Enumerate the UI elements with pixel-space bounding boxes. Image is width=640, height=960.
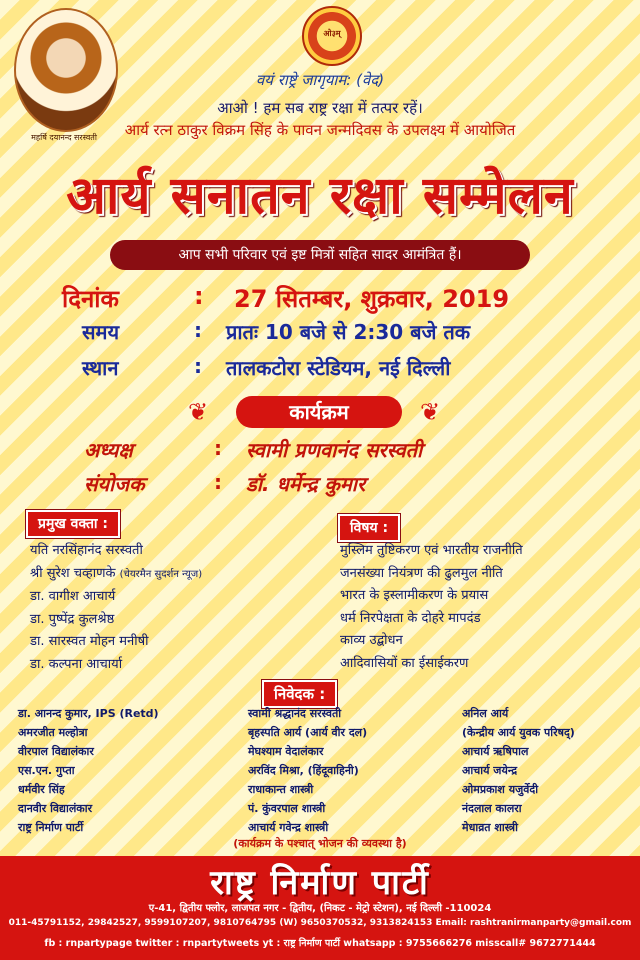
list-item: एस.एन. गुप्ता: [18, 764, 75, 777]
venue-colon: :: [194, 354, 202, 378]
motto: वयं राष्ट्रे जागृयाम: (वेद): [255, 71, 385, 89]
list-item: मुस्लिम तुष्टिकरण एवं भारतीय राजनीति: [340, 543, 523, 558]
social-links: fb : rnpartypage twitter : rnpartytweets yt : राष्ट्र निर्माण पार्टी whatsapp : 9755666276 misscall# 9672771444: [44, 938, 596, 949]
event-venue: तालकटोरा स्टेडियम, नई दिल्ली: [226, 356, 451, 380]
list-item: डा. कल्पना आचार्या: [30, 656, 123, 672]
list-item: आचार्य ऋषिपाल: [462, 745, 529, 758]
organisers-column-3: [462, 704, 575, 837]
date-label: दिनांक: [62, 285, 119, 313]
speakers-list: [30, 540, 202, 676]
list-item: [30, 563, 202, 587]
address: ए-41, द्वितीय फ्लोर, लाजपत नगर - द्वितीय, (निकट - मेट्रो स्टेशन), नई दिल्ली -110024: [148, 903, 492, 914]
list-item: अरविंद मिश्रा, (हिंदूवाहिनी): [248, 764, 359, 777]
list-item: डा. पुष्पेंद्र कुलश्रेष्ठ: [30, 611, 115, 627]
list-item: आदिवासियों का ईसाईकरण: [340, 655, 469, 671]
venue-label: स्थान: [82, 356, 119, 380]
list-item: (केन्द्रीय आर्य युवक परिषद्): [462, 726, 575, 739]
program-badge: कार्यक्रम: [236, 396, 402, 428]
speaker-note: (चेयरमैन सुदर्शन न्यूज): [119, 568, 203, 580]
time-label: समय: [82, 320, 120, 344]
contact-phones: 011-45791152, 29842527, 9599107207, 9810764795 (W) 9650370532, 9313824153 Email: rashtranirmanparty@gmail.com: [8, 918, 632, 928]
topics-list: [340, 540, 523, 675]
list-item: धर्मवीर सिंह: [18, 783, 65, 796]
list-item: जनसंख्या नियंत्रण की ढुलमुल नीति: [340, 565, 503, 581]
chair-label: अध्यक्ष: [84, 438, 133, 462]
occasion-line: आर्य रत्न ठाकुर विक्रम सिंह के पावन जन्मदिवस के उपलक्ष्य में आयोजित: [124, 121, 516, 139]
convener-label: संयोजक: [84, 472, 145, 496]
convener-colon: :: [214, 470, 222, 494]
convener-name: डॉ. धर्मेन्द्र कुमार: [246, 472, 366, 496]
list-item: दानवीर विद्यालंकार: [18, 802, 93, 815]
organisers-column-2: [248, 704, 367, 837]
list-item: आचार्य जयेन्द्र: [462, 764, 518, 777]
date-colon: :: [194, 282, 204, 310]
invitation-banner: आप सभी परिवार एवं इष्ट मित्रों सहित सादर आमंत्रित हैं।: [110, 240, 530, 270]
list-item: अमरजीत मल्होत्रा: [18, 726, 88, 739]
ornament-left-icon: ❦: [188, 398, 209, 426]
om-logo: [302, 6, 362, 66]
speaker-name: श्री सुरेश चव्हाणके: [30, 565, 116, 581]
event-time: प्रातः 10 बजे से 2:30 बजे तक: [226, 320, 471, 344]
organisers-heading: निवेदक :: [262, 680, 337, 708]
list-item: नंदलाल कालरा: [462, 802, 522, 815]
portrait-caption: महर्षि दयानन्द सरस्वती: [31, 133, 97, 142]
list-item: काव्य उद्बोधन: [340, 633, 403, 648]
list-item: यति नरसिंहानंद सरस्वती: [30, 543, 143, 558]
list-item: डा. वागीश आचार्य: [30, 589, 116, 604]
meal-note: (कार्यक्रम के पश्चात् भोजन की व्यवस्था है): [233, 837, 407, 850]
list-item: स्वामी श्रद्धानंद सरस्वती: [248, 707, 342, 720]
chair-name: स्वामी प्रणवानंद सरस्वती: [246, 438, 423, 462]
organisers-column-1: [18, 704, 159, 837]
list-item: ओमप्रकाश यजुर्वेदी: [462, 783, 539, 796]
list-item: राधाकान्त शास्त्री: [248, 783, 314, 796]
topics-heading: विषय :: [338, 514, 400, 542]
party-name: राष्ट्र निर्माण पार्टी: [210, 863, 430, 903]
speakers-heading: प्रमुख वक्ता :: [26, 510, 120, 538]
page-title: आर्य सनातन रक्षा सम्मेलन: [66, 166, 574, 226]
list-item: बृहस्पति आर्य (आर्य वीर दल): [248, 726, 368, 739]
list-item: डा. आनन्द कुमार, IPS (Retd): [18, 707, 159, 720]
list-item: वीरपाल विद्यालंकार: [18, 745, 94, 758]
ornament-right-icon: ❦: [420, 398, 441, 426]
list-item: राष्ट्र निर्माण पार्टी: [18, 821, 84, 834]
list-item: डा. सारस्वत मोहन मनीषी: [30, 634, 149, 649]
time-colon: :: [194, 318, 202, 342]
chair-colon: :: [214, 436, 222, 460]
list-item: अनिल आर्य: [462, 707, 509, 720]
list-item: धर्म निरपेक्षता के दोहरे मापदंड: [340, 610, 481, 626]
list-item: पं. कुंवरपाल शास्त्री: [248, 802, 326, 815]
call-to-action: आओ ! हम सब राष्ट्र रक्षा में तत्पर रहें।: [217, 99, 423, 117]
om-logo-text: ओ३म्: [323, 29, 341, 38]
list-item: मेधाव्रत शास्त्री: [462, 821, 518, 834]
event-date: 27 सितम्बर, शुक्रवार, 2019: [234, 285, 510, 313]
list-item: आचार्य गवेन्द्र शास्त्री: [248, 821, 329, 834]
list-item: मेघश्याम वेदालंकार: [248, 745, 324, 758]
list-item: भारत के इस्लामीकरण के प्रयास: [340, 588, 489, 603]
